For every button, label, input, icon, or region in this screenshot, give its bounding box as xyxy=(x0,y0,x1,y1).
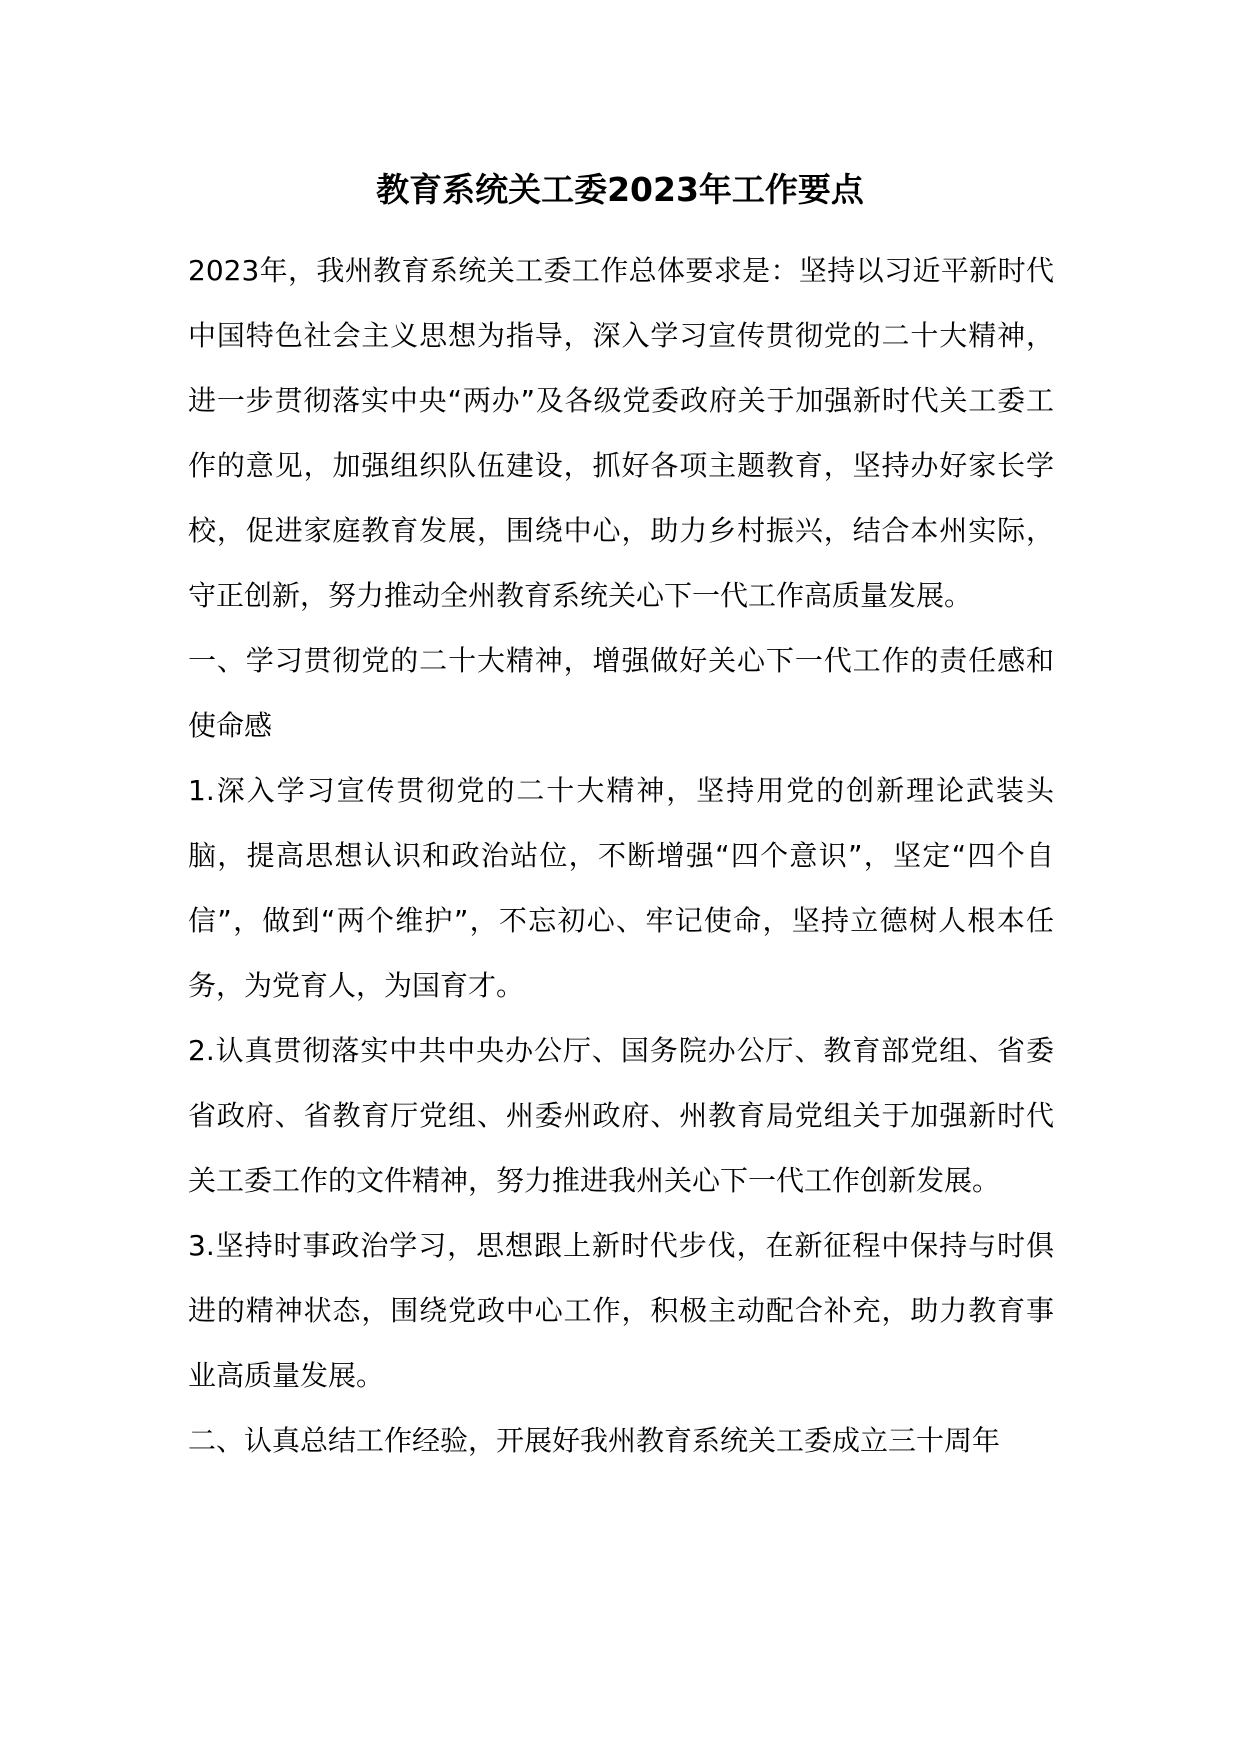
document-title: 教育系统关工委2023年工作要点 xyxy=(376,170,864,209)
intro-paragraph: 2023年，我州教育系统关工委工作总体要求是：坚持以习近平新时代中国特色社会主义思想为指导，深入学习宣传贯彻党的二十大精神，进一步贯彻落实中央“两办”及各级党委政府关于加强新时代关工委工作的意见，加强组织队伍建设，抓好各项主题教育，坚持办好家长学校，促进家庭教育发展，围绕中心，助力乡村振兴，结合本州实际，守正创新，努力推动全州教育系统关心下一代工作高质量发展。 xyxy=(188,254,1054,612)
item-paragraph-3: 3.坚持时事政治学习，思想跟上新时代步伐，在新征程中保持与时俱进的精神状态，围绕党政中心工作，积极主动配合补充，助力教育事业高质量发展。 xyxy=(188,1229,1054,1392)
item-paragraph-2: 2.认真贯彻落实中共中央办公厅、国务院办公厅、教育部党组、省委省政府、省教育厅党组、州委州政府、州教育局党组关于加强新时代关工委工作的文件精神，努力推进我州关心下一代工作创新发展。 xyxy=(188,1034,1054,1197)
document-body xyxy=(188,238,1054,1473)
section-heading-1: 一、学习贯彻党的二十大精神，增强做好关心下一代工作的责任感和使命感 xyxy=(188,644,1054,742)
section-heading-2: 二、认真总结工作经验，开展好我州教育系统关工委成立三十周年 xyxy=(188,1424,1001,1457)
item-paragraph-1: 1.深入学习宣传贯彻党的二十大精神，坚持用党的创新理论武装头脑，提高思想认识和政治站位，不断增强“四个意识”，坚定“四个自信”，做到“两个维护”，不忘初心、牢记使命，坚持立德树人根本任务，为党育人，为国育才。 xyxy=(188,774,1054,1002)
